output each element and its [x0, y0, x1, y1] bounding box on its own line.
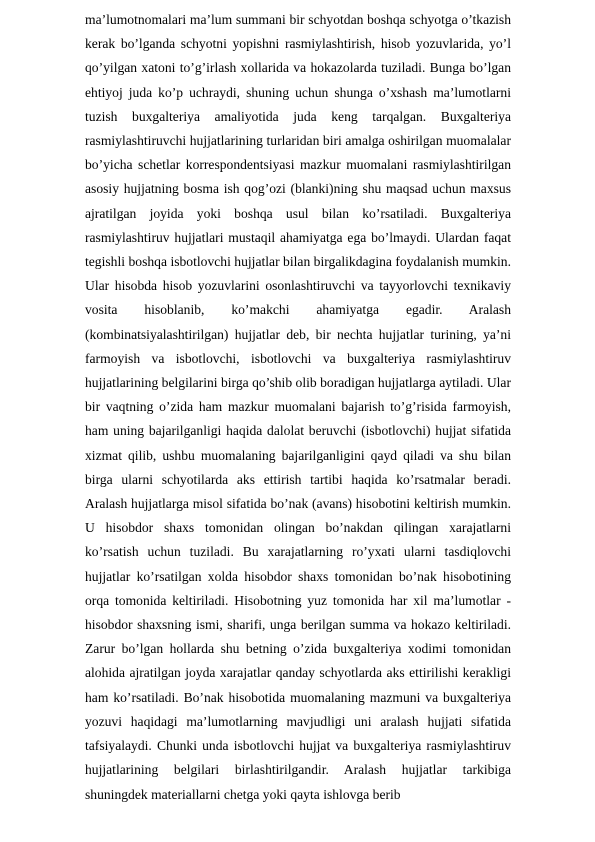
body-paragraph: ma’lumotnomalari ma’lum summani bir schyotdan boshqa schyotga o’tkazish kerak bo’lganda schyotni yopishni rasmiylashtirish, hisob yozuvlarida, yo’l qo’yilgan xatoni to’g’irlash xollarida va hokazolarda tuziladi. Bunga bo’lgan ehtiyoj juda ko’p uchraydi, shuning uchun shunga o’xshash ma’lumotlarni tuzish buxgalteriya amaliyotida juda keng tarqalgan. Buxgalteriya rasmiylashtiruvchi hujjatlarining turlaridan biri amalga oshirilgan muomalalar bo’yicha schetlar korrespondentsiyasi mazkur muomalani rasmiylashtirilgan asosiy hujjatning bosma ish qog’ozi (blanki)ning shu maqsad uchun maxsus ajratilgan joyida yoki boshqa usul bilan ko’rsatiladi. Buxgalteriya rasmiylashtiruv hujjatlari mustaqil ahamiyatga ega bo’lmaydi. Ulardan faqat tegishli boshqa isbotlovchi hujjatlar bilan birgalikdagina foydalanish mumkin. Ular hisobda hisob yozuvlarini osonlashtiruvchi va tayyorlovchi texnikaviy vosita hisoblanib, ko’makchi ahamiyatga egadir. Aralash (kombinatsiyalashtirilgan) hujjatlar deb, bir nechta hujjatlar turining, ya’ni farmoyish va isbotlovchi, isbotlovchi va buxgalteriya rasmiylashtiruv hujjatlarining belgilarini birga qo’shib olib boradigan hujjatlarga aytiladi. Ular bir vaqtning o’zida ham mazkur muomalani bajarish to’g’risida farmoyish, ham uning bajarilganligi haqida dalolat beruvchi (isbotlovchi) hujjat sifatida xizmat qilib, ushbu muomalaning bajarilganligini qayd qiladi va shu bilan birga ularni schyotilarda aks ettirish tartibi haqida ko’rsatmalar beradi. Aralash hujjatlarga misol sifatida bo’nak (avans) hisobotini keltirish mumkin. U hisobdor shaxs tomonidan olingan bo’nakdan qilingan xarajatlarni ko’rsatish uchun tuziladi. Bu xarajatlarning ro’yxati ularni tasdiqlovchi hujjatlar ko’rsatilgan xolda hisobdor shaxs tomonidan bo’nak hisobotining orqa tomonida keltiriladi. Hisobotning yuz tomonida har xil ma’lumotlar - hisobdor shaxsning ismi, sharifi, unga berilgan summa va hokazo keltiriladi. Zarur bo’lgan hollarda shu betning o’zida buxgalteriya xodimi tomonidan alohida ajratilgan joyda xarajatlar qanday schyotlarda aks ettirilishi kerakligi ham ko’rsatiladi. Bo’nak hisobotida muomalaning mazmuni va buxgalteriya yozuvi haqidagi ma’lumotlarning mavjudligi uni aralash hujjati sifatida tafsiyalaydi. Chunki unda isbotlovchi hujjat va buxgalteriya rasmiylashtiruv hujjatlarining belgilari birlashtirilgandir. Aralash hujjatlar tarkibiga shuningdek materiallarni chetga yoki qayta ishlovga berib — [85, 12, 511, 802]
